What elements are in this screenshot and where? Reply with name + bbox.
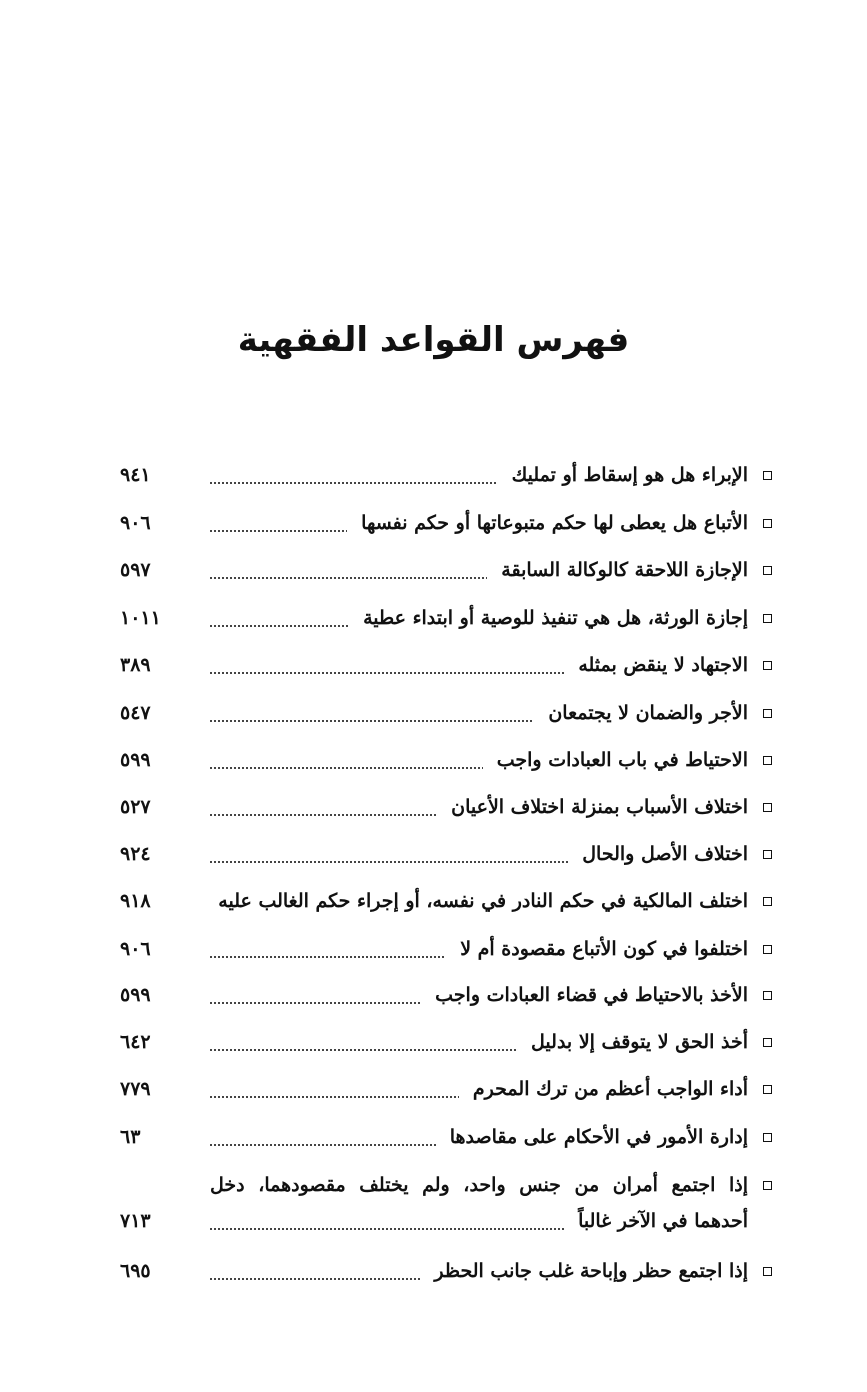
entry-text: إدارة الأمور في الأحكام على مقاصدها — [436, 1120, 748, 1154]
index-entry — [120, 1120, 772, 1160]
entry-text: الإبراء هل هو إسقاط أو تمليك — [498, 458, 748, 492]
square-bullet-icon — [763, 1085, 772, 1094]
entry-page-number: ٩٤١ — [120, 464, 151, 486]
entry-text: الإجازة اللاحقة كالوكالة السابقة — [487, 553, 748, 587]
entry-page-number: ٧١٣ — [120, 1210, 151, 1232]
index-entry — [120, 743, 772, 783]
square-bullet-icon — [763, 756, 772, 765]
index-entry — [120, 601, 772, 641]
entry-text: اختلاف الأصل والحال — [568, 837, 748, 871]
entry-page-number: ١٠١١ — [120, 607, 161, 629]
entry-text: الاجتهاد لا ينقض بمثله — [564, 648, 748, 682]
index-entry — [120, 1168, 772, 1248]
index-entry — [120, 506, 772, 546]
entry-page-number: ٥٩٧ — [120, 559, 151, 581]
square-bullet-icon — [763, 945, 772, 954]
entry-text-line-1: إذا اجتمع أمران من جنس واحد، ولم يختلف مقصودهما، دخل — [210, 1168, 748, 1202]
entry-text-line-2: أحدهما في الآخر غالباً — [564, 1204, 748, 1238]
index-entry — [120, 1254, 772, 1294]
entry-text: الأخذ بالاحتياط في قضاء العبادات واجب — [421, 978, 748, 1012]
square-bullet-icon — [763, 661, 772, 670]
square-bullet-icon — [763, 1133, 772, 1142]
entry-page-number: ٧٧٩ — [120, 1078, 151, 1100]
index-entry — [120, 790, 772, 830]
entry-text: الاحتياط في باب العبادات واجب — [483, 743, 748, 777]
entry-text: الأجر والضمان لا يجتمعان — [534, 696, 748, 730]
entry-page-number: ٥٩٩ — [120, 984, 151, 1006]
page-title: فهرس القواعد الفقهية — [237, 320, 630, 360]
entry-text: الأتباع هل يعطى لها حكم متبوعاتها أو حكم نفسها — [347, 506, 748, 540]
index-entry — [120, 1072, 772, 1112]
index-entry — [120, 837, 772, 877]
square-bullet-icon — [763, 519, 772, 528]
entry-page-number: ٩١٨ — [120, 890, 151, 912]
entry-page-number: ٥٢٧ — [120, 796, 151, 818]
entry-text: أخذ الحق لا يتوقف إلا بدليل — [517, 1025, 748, 1059]
entry-text: اختلفوا في كون الأتباع مقصودة أم لا — [446, 932, 748, 966]
entry-text: أداء الواجب أعظم من ترك المحرم — [459, 1072, 748, 1106]
square-bullet-icon — [763, 1181, 772, 1190]
entry-text: إجازة الورثة، هل هي تنفيذ للوصية أو ابتداء عطية — [349, 601, 748, 635]
entry-page-number: ٥٤٧ — [120, 702, 151, 724]
square-bullet-icon — [763, 566, 772, 575]
entry-page-number: ٦٣ — [120, 1126, 141, 1148]
entry-text: اختلف المالكية في حكم النادر في نفسه، أو إجراء حكم الغالب عليه — [204, 884, 748, 918]
index-entry — [120, 696, 772, 736]
square-bullet-icon — [763, 991, 772, 1000]
square-bullet-icon — [763, 709, 772, 718]
square-bullet-icon — [763, 1038, 772, 1047]
square-bullet-icon — [763, 803, 772, 812]
entry-text: إذا اجتمع حظر وإباحة غلب جانب الحظر — [420, 1254, 748, 1288]
square-bullet-icon — [763, 1267, 772, 1276]
index-entry — [120, 648, 772, 688]
square-bullet-icon — [763, 850, 772, 859]
square-bullet-icon — [763, 471, 772, 480]
index-entry — [120, 458, 772, 498]
index-entry — [120, 978, 772, 1018]
entry-text: اختلاف الأسباب بمنزلة اختلاف الأعيان — [437, 790, 748, 824]
entry-page-number: ٩٠٦ — [120, 938, 151, 960]
entry-page-number: ٣٨٩ — [120, 654, 151, 676]
index-entry — [120, 932, 772, 972]
index-entry — [120, 553, 772, 593]
square-bullet-icon — [763, 614, 772, 623]
entry-page-number: ٦٩٥ — [120, 1260, 151, 1282]
entry-page-number: ٩٢٤ — [120, 843, 151, 865]
entry-page-number: ٥٩٩ — [120, 749, 151, 771]
entry-page-number: ٦٤٢ — [120, 1031, 151, 1053]
square-bullet-icon — [763, 897, 772, 906]
index-entry — [120, 1025, 772, 1065]
entry-page-number: ٩٠٦ — [120, 512, 151, 534]
index-entry — [120, 884, 772, 924]
